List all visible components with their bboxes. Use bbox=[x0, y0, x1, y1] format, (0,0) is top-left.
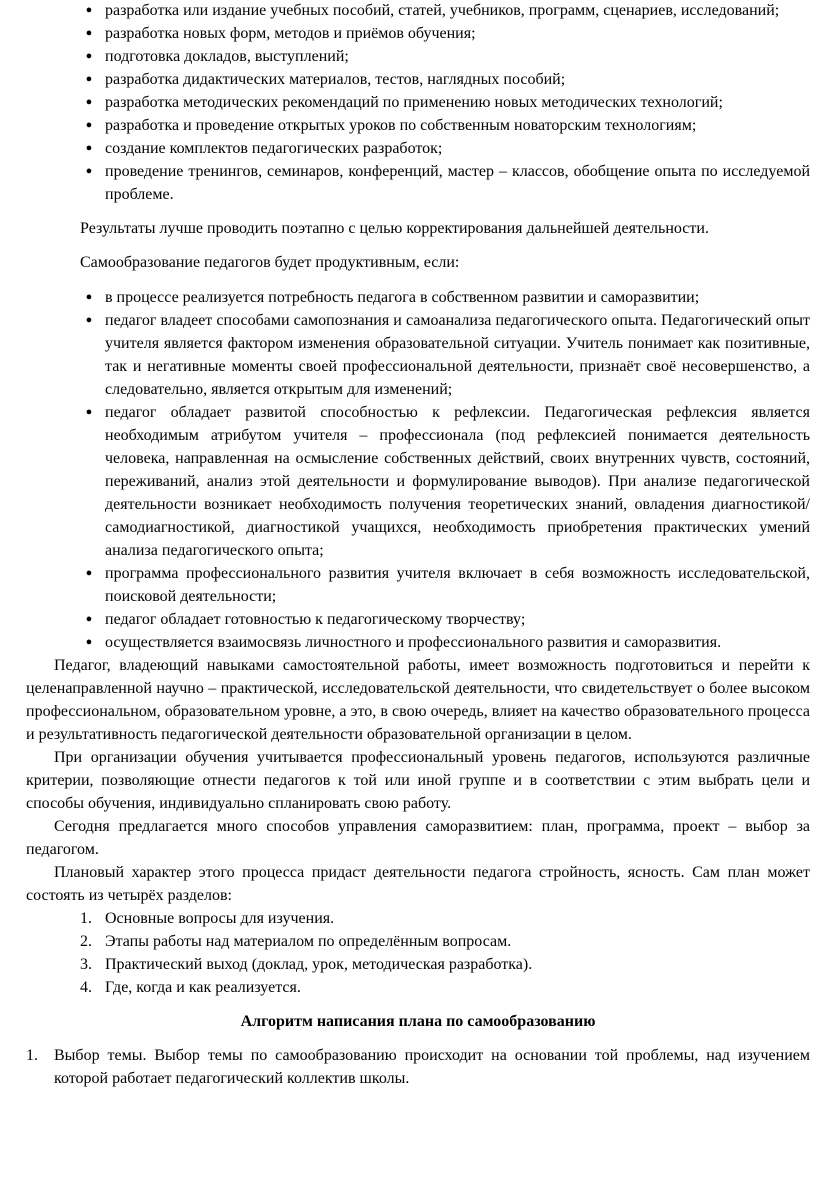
today-paragraph: Сегодня предлагается много способов управления саморазвитием: план, программа, проект – выбор за педагогом. bbox=[26, 818, 810, 858]
conditions-bullet-list bbox=[80, 286, 810, 654]
list-item: ● осуществляется взаимосвязь личностного и профессионального развития и саморазвития. bbox=[80, 631, 810, 654]
list-item: 2. Этапы работы над материалом по определённым вопросам. bbox=[80, 933, 512, 950]
list-item: ● подготовка докладов, выступлений; bbox=[80, 45, 810, 68]
teacher-paragraph: Педагог, владеющий навыками самостоятельной работы, имеет возможность подготовиться и перейти к целенаправленной научно – практической, исследовательской деятельности, что свидетельствует о более высоком профессиональном, образовательном уровне, а это, в свою очередь, влияет на качество образовательного процесса и результативность педагогической деятельности образовательной организации в целом. bbox=[26, 657, 810, 743]
bullet-icon: ● bbox=[85, 636, 93, 648]
algorithm-heading: Алгоритм написания плана по самообразованию bbox=[240, 1013, 596, 1030]
list-item: ● разработка методических рекомендаций по применению новых методических технологий; bbox=[80, 91, 810, 114]
list-item: ● педагог обладает развитой способностью к рефлексии. Педагогическая рефлексия является необходимым атрибутом учителя – профессионала (под рефлексией понимается деятельность человека, направленная на осмысление собственных действий, своих внутренних чувств, состояний, переживаний, анализ этой деятельности и формулирование выводов). При анализе педагогической деятельности возникает необходимость получения теоретических знаний, овладения диагностикой/самодиагностикой, диагностикой учащихся, необходимость приобретения практических умений анализа педагогического опыта; bbox=[80, 401, 810, 562]
list-item: ● разработка и проведение открытых уроков по собственным новаторским технологиям; bbox=[80, 114, 810, 137]
bullet-icon: ● bbox=[85, 406, 93, 418]
plan-sections-list bbox=[80, 907, 810, 999]
algorithm-steps-list bbox=[26, 1044, 810, 1090]
list-item: ● разработка или издание учебных пособий, статей, учебников, программ, сценариев, исследований; bbox=[80, 0, 810, 22]
condition-paragraph: Самообразование педагогов будет продуктивным, если: bbox=[80, 254, 460, 271]
list-item: 1. Основные вопросы для изучения. bbox=[80, 910, 335, 927]
bullet-icon: ● bbox=[85, 142, 93, 154]
list-item: 3. Практический выход (доклад, урок, методическая разработка). bbox=[80, 956, 533, 973]
list-item: ● в процессе реализуется потребность педагога в собственном развитии и саморазвитии; bbox=[80, 286, 810, 309]
bullet-icon: ● bbox=[85, 27, 93, 39]
bullet-icon: ● bbox=[85, 119, 93, 131]
list-item: ● педагог владеет способами самопознания и самоанализа педагогического опыта. Педагогический опыт учителя является фактором изменения образовательной ситуации. Учитель понимает как позитивные, так и негативные моменты своей профессиональной деятельности, признаёт своё несовершенство, а следовательно, является открытым для изменений; bbox=[80, 309, 810, 401]
bullet-icon: ● bbox=[85, 165, 93, 177]
bullet-icon: ● bbox=[85, 613, 93, 625]
bullet-icon: ● bbox=[85, 4, 93, 16]
list-item: 4. Где, когда и как реализуется. bbox=[80, 979, 301, 996]
list-item: ● проведение тренингов, семинаров, конференций, мастер – классов, обобщение опыта по исследуемой проблеме. bbox=[80, 160, 810, 206]
bullet-icon: ● bbox=[85, 96, 93, 108]
list-item: ● разработка дидактических материалов, тестов, наглядных пособий; bbox=[80, 68, 810, 91]
results-paragraph: Результаты лучше проводить поэтапно с целью корректирования дальнейшей деятельности. bbox=[80, 220, 709, 237]
activity-bullet-list bbox=[80, 0, 810, 206]
bullet-icon: ● bbox=[85, 314, 93, 326]
bullet-icon: ● bbox=[85, 50, 93, 62]
bullet-icon: ● bbox=[85, 567, 93, 579]
list-item: 1. Выбор темы. Выбор темы по самообразованию происходит на основании той проблемы, над изучением которой работает педагогический коллектив школы. bbox=[26, 1047, 810, 1087]
bullet-icon: ● bbox=[85, 73, 93, 85]
organization-paragraph: При организации обучения учитывается профессиональный уровень педагогов, используются различные критерии, позволяющие отнести педагогов к той или иной группе и в соответствии с этим выбрать цели и способы обучения, индивидуально спланировать свою работу. bbox=[26, 749, 810, 812]
plan-paragraph: Плановый характер этого процесса придаст деятельности педагога стройность, ясность. Сам план может состоять из четырёх разделов: bbox=[26, 864, 810, 904]
list-item: ● программа профессионального развития учителя включает в себя возможность исследовательской, поисковой деятельности; bbox=[80, 562, 810, 608]
list-item: ● педагог обладает готовностью к педагогическому творчеству; bbox=[80, 608, 810, 631]
list-item: ● разработка новых форм, методов и приёмов обучения; bbox=[80, 22, 810, 45]
bullet-icon: ● bbox=[85, 291, 93, 303]
list-item: ● создание комплектов педагогических разработок; bbox=[80, 137, 810, 160]
